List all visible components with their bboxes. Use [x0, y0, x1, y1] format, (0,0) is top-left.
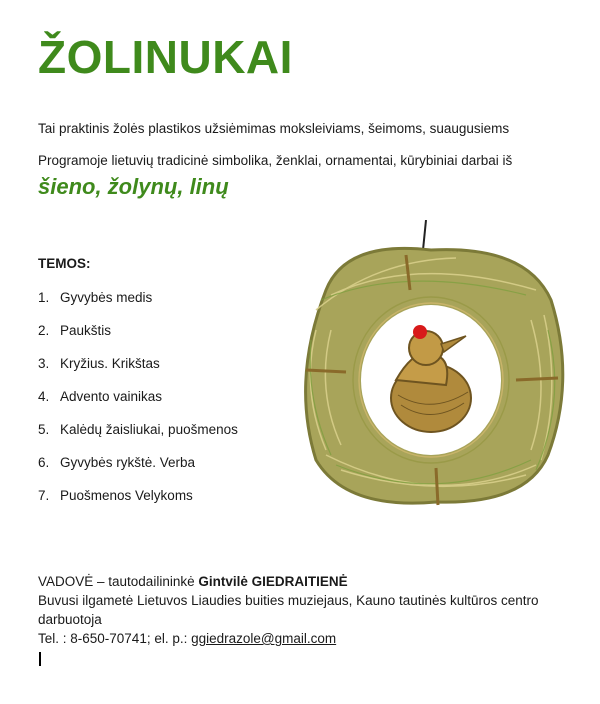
- topic-number: 1.: [38, 290, 50, 305]
- topic-number: 7.: [38, 488, 50, 503]
- topic-label: Gyvybės medis: [60, 290, 153, 305]
- topic-label: Paukštis: [60, 323, 112, 338]
- topic-item: [38, 355, 238, 388]
- topic-number: 4.: [38, 389, 50, 404]
- topic-item: [38, 487, 238, 520]
- topic-number: 5.: [38, 422, 50, 437]
- topic-label: Puošmenos Velykoms: [60, 488, 193, 503]
- leader-info: [38, 572, 578, 648]
- contact-line: [38, 629, 578, 648]
- straw-wreath-bird-image: [286, 220, 576, 520]
- topic-label: Advento vainikas: [60, 389, 163, 404]
- leader-prefix: VADOVĖ – tautodailininkė: [38, 574, 195, 589]
- topic-label: Gyvybės rykštė. Verba: [60, 455, 196, 470]
- program-text: Programoje lietuvių tradicinė simbolika, ženklai, ornamentai, kūrybiniai darbai iš: [38, 153, 513, 168]
- text-cursor: [39, 652, 41, 666]
- topics-heading: TEMOS:: [38, 256, 91, 271]
- topic-item: [38, 454, 238, 487]
- topic-item: [38, 421, 238, 454]
- topics-list: [38, 289, 238, 520]
- leader-line: [38, 572, 578, 591]
- phone-text: Tel. : 8-650-70741; el. p.:: [38, 631, 188, 646]
- leader-bio: Buvusi ilgametė Lietuvos Liaudies buities muziejaus, Kauno tautinės kultūros centro darbuotoja: [38, 593, 539, 627]
- intro-text: Tai praktinis žolės plastikos užsiėmimas moksleiviams, šeimoms, suaugusiems: [38, 121, 510, 136]
- materials-text: šieno, žolynų, linų: [38, 174, 229, 199]
- topic-item: [38, 289, 238, 322]
- page-title: ŽOLINUKAI: [38, 31, 293, 83]
- leader-name: Gintvilė GIEDRAITIENĖ: [198, 574, 348, 589]
- topic-number: 6.: [38, 455, 50, 470]
- topic-number: 2.: [38, 323, 50, 338]
- topic-label: Kryžius. Krikštas: [60, 356, 160, 371]
- topic-number: 3.: [38, 356, 50, 371]
- topic-item: [38, 388, 238, 421]
- email-link[interactable]: ggiedrazole@gmail.com: [191, 631, 337, 646]
- topic-item: [38, 322, 238, 355]
- topic-label: Kalėdų žaisliukai, puošmenos: [60, 422, 238, 437]
